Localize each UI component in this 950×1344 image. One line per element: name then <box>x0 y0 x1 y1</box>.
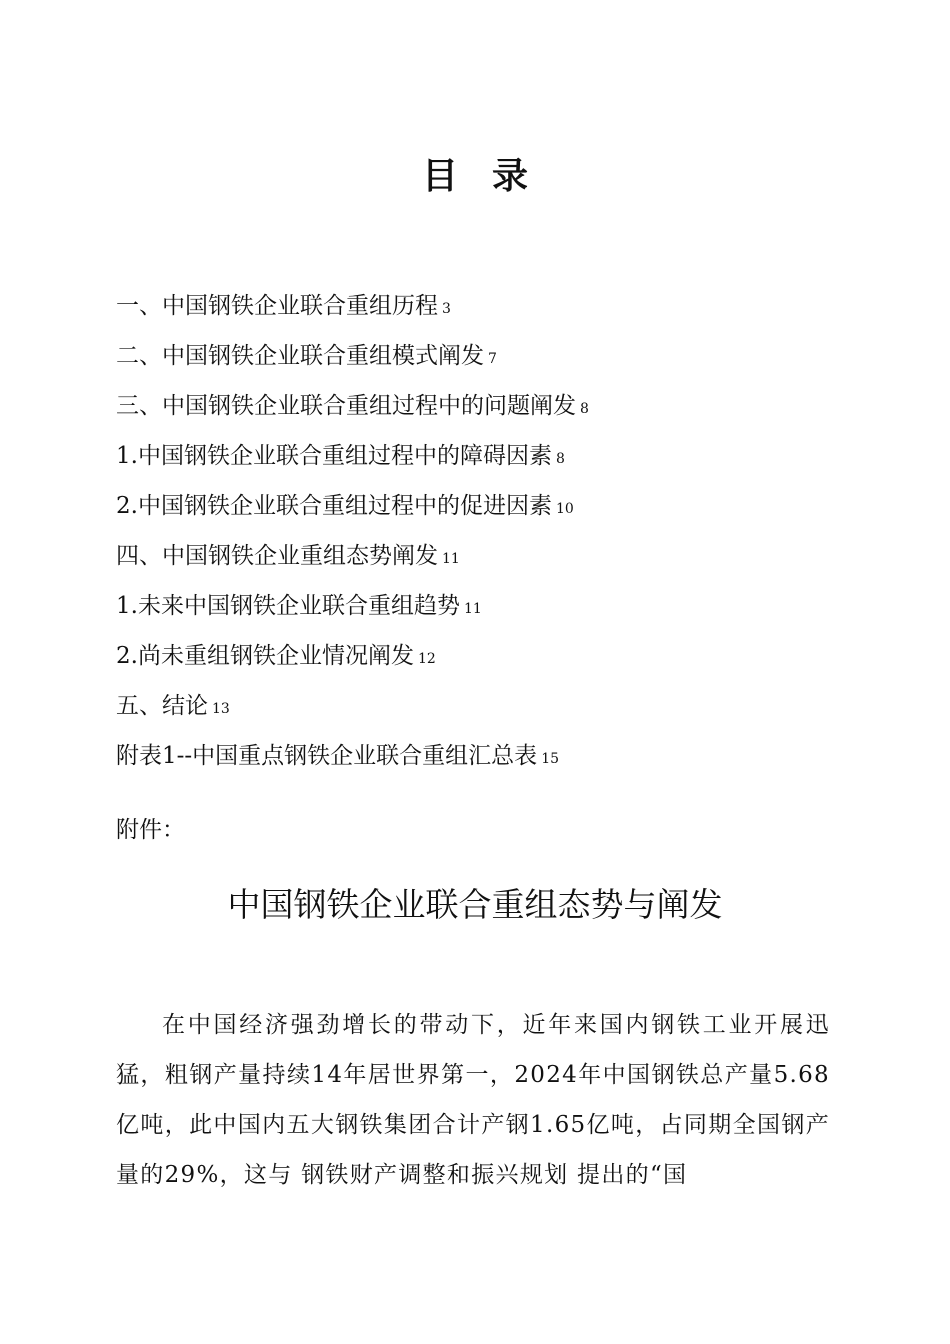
toc-title: 目录 <box>421 156 562 197</box>
toc-item-page: 12 <box>417 651 436 667</box>
toc-item-page: 11 <box>463 601 482 617</box>
toc-item-page: 8 <box>580 401 589 417</box>
toc-item-page: 15 <box>541 751 560 767</box>
toc-list <box>116 283 589 783</box>
toc-item-label: 五、结论 <box>116 693 208 719</box>
toc-item-label: 1.未来中国钢铁企业联合重组趋势 <box>116 593 460 619</box>
toc-item-label: 1.中国钢铁企业联合重组过程中的障碍因素 <box>116 443 552 469</box>
toc-item[interactable] <box>116 683 589 733</box>
document-title: 中国钢铁企业联合重组态势与阐发 <box>227 885 723 924</box>
toc-item[interactable] <box>116 533 589 583</box>
toc-item[interactable] <box>116 383 589 433</box>
toc-item-label: 二、中国钢铁企业联合重组模式阐发 <box>116 343 484 369</box>
attachment-label: 附件： <box>116 817 185 843</box>
toc-item-page: 7 <box>488 351 497 367</box>
toc-item[interactable] <box>116 483 589 533</box>
toc-item-page: 8 <box>555 451 565 467</box>
toc-item[interactable] <box>116 583 589 633</box>
toc-item-label: 2.尚未重组钢铁企业情况阐发 <box>116 643 414 669</box>
toc-item-page: 11 <box>442 551 460 567</box>
toc-item-page: 3 <box>442 301 451 317</box>
toc-item-label: 附表1--中国重点钢铁企业联合重组汇总表 <box>116 743 538 769</box>
toc-item-label: 四、中国钢铁企业重组态势阐发 <box>116 543 438 569</box>
toc-item-label: 三、中国钢铁企业联合重组过程中的问题阐发 <box>116 393 576 419</box>
toc-item[interactable] <box>116 433 589 483</box>
toc-item[interactable] <box>116 733 589 783</box>
toc-item[interactable] <box>116 283 589 333</box>
toc-item-label: 一、中国钢铁企业联合重组历程 <box>116 293 438 319</box>
toc-item-page: 10 <box>555 501 574 517</box>
body-paragraph: 在中国经济强劲增长的带动下，近年来国内钢铁工业开展迅猛，粗钢产量持续14年居世界第一，2024年中国钢铁总产量5.68亿吨，此中国内五大钢铁集团合计产钢1.65亿吨，占同期全国钢产量的29%，这与 钢铁财产调整和振兴规划 提出的“国 <box>116 1012 830 1188</box>
toc-item-label: 2.中国钢铁企业联合重组过程中的促进因素 <box>116 493 552 519</box>
toc-item[interactable] <box>116 333 589 383</box>
toc-item[interactable] <box>116 633 589 683</box>
toc-item-page: 13 <box>212 701 230 717</box>
